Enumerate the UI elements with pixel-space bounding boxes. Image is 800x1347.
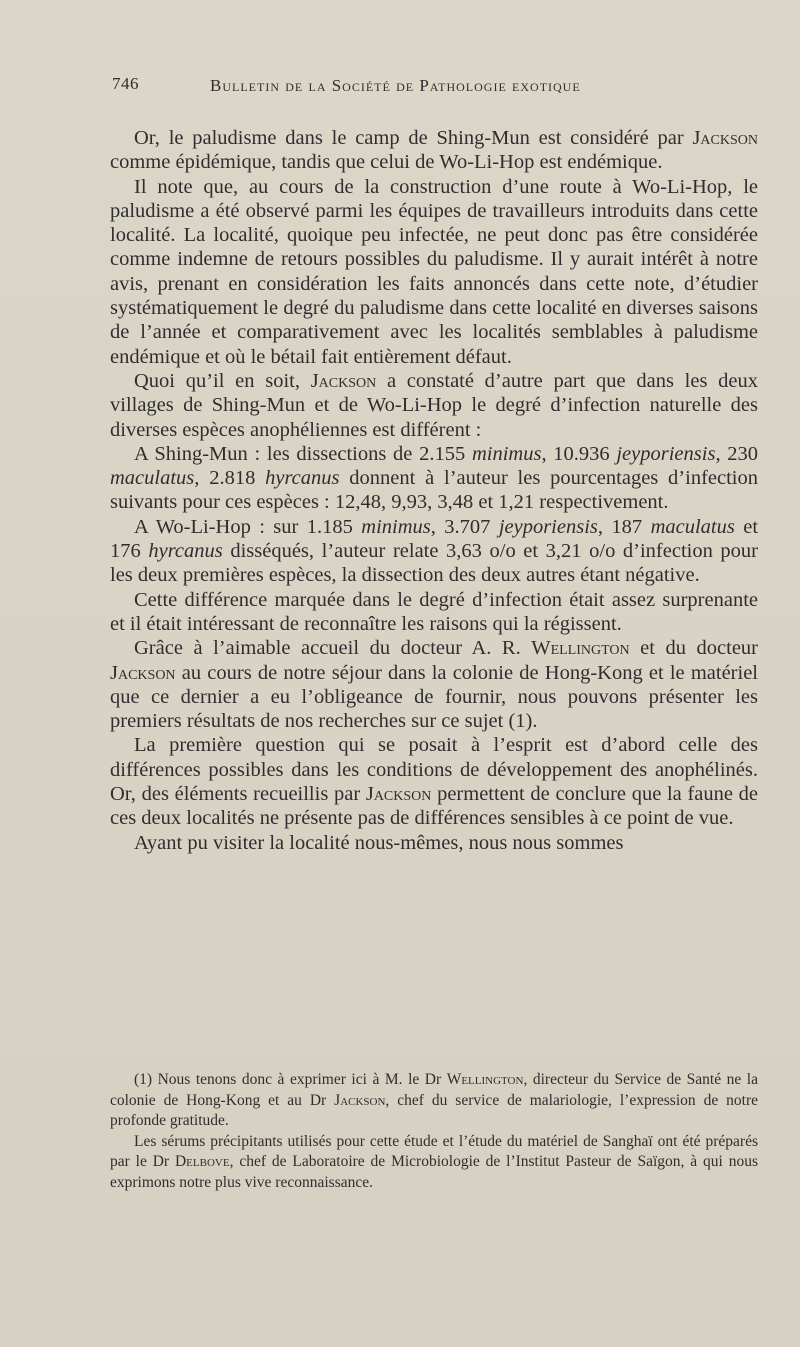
paragraph: La première question qui se posait à l’esprit est d’abord celle des différences possibles dans les conditions de développement des anophélinés. Or, des éléments recueillis par Jackson permettent de conclure que la faune de ces deux localités ne présente pas de différences sensibles à ce point de vue. [110, 734, 758, 830]
species-name: maculatus [110, 467, 195, 490]
species-name: minimus [361, 515, 431, 538]
species-name: hyrcanus [265, 467, 340, 490]
paragraph: Cette différence marquée dans le degré d’infection était assez surprenante et il était intéressant de reconnaître les raisons qui la régissent. [110, 588, 758, 635]
author-name: Jackson [365, 783, 432, 806]
author-name: Delbove [174, 1153, 230, 1171]
author-name: Wellington [446, 1071, 524, 1088]
author-name: Jackson [334, 1091, 386, 1109]
author-name: Wellington [531, 637, 630, 660]
body-text [110, 126, 758, 855]
author-name: Jackson [310, 369, 377, 392]
footnote: Les sérums précipitants utilisés pour cette étude et l’étude du matériel de Sanghaï ont été préparés par le Dr Delbove, chef de Laboratoire de Microbiologie de l’Institut Pasteur de Saïgon, à qui nous exprimons notre plus vive reconnaissance. [110, 1132, 758, 1191]
footnotes [110, 1070, 758, 1194]
footnote: (1) Nous tenons donc à exprimer ici à M. le Dr Wellington, directeur du Service de Santé ne la colonie de Hong-Kong et au Dr Jackson, chef du service de malariologie, l’expression de notre profonde gratitude. [110, 1071, 758, 1130]
author-name: Jackson [110, 661, 176, 684]
paragraph: Ayant pu visiter la localité nous-mêmes, nous nous sommes [134, 831, 624, 854]
paragraph: Il note que, au cours de la construction d’une route à Wo-Li-Hop, le paludisme a été observé parmi les équipes de travailleurs introduits dans cette localité. La localité, quoique peu infectée, ne peut donc pas être considérée comme indemne de retours possibles du paludisme. Il y aurait intérêt à notre avis, prenant en considération les faits annoncés dans cette note, d’étudier systématiquement le degré du paludisme dans cette localité en diverses saisons de l’année et comparativement avec les localités semblables à paludisme endémique et où le bétail fait entièrement défaut. [110, 175, 758, 368]
paragraph: A Wo-Li-Hop : sur 1.185 minimus, 3.707 jeyporiensis, 187 maculatus et 176 hyrcanus disséqués, l’auteur relate 3,63 o/o et 3,21 o/o d’infection pour les deux premières espèces, la dissection des deux autres étant négative. [110, 515, 759, 587]
species-name: hyrcanus [148, 540, 223, 563]
species-name: minimus [471, 442, 542, 465]
paragraph: A Shing-Mun : les dissections de 2.155 minimus, 10.936 jeyporiensis, 230 maculatus, 2.818 hyrcanus donnent à l’auteur les pourcentages d’infection suivants pour ces espèces : 12,48, 9,93, 3,48 et 1,21 respectivement. [110, 442, 759, 514]
paragraph: Quoi qu’il en soit, Jackson a constaté d’autre part que dans les deux villages de Shing-Mun et de Wo-Li-Hop le degré d’infection naturelle des diverses espèces anophéliennes est différent : [110, 369, 758, 441]
running-title: Bulletin de la Société de Pathologie exotique [210, 76, 581, 95]
species-name: jeyporiensis [498, 515, 598, 538]
author-name: Jackson [692, 127, 758, 149]
paragraph: Or, le paludisme dans le camp de Shing-Mun est considéré par Jackson comme épidémique, tandis que celui de Wo-Li-Hop est endémique. [110, 127, 758, 174]
species-name: maculatus [650, 515, 735, 538]
paragraph: Grâce à l’aimable accueil du docteur A. R. Wellington et du docteur Jackson au cours de notre séjour dans la colonie de Hong-Kong et le matériel que ce dernier a eu l’obligeance de fournir, nous pouvons présenter les premiers résultats de nos recherches sur ce sujet (1). [110, 637, 758, 733]
page-number: 746 [112, 74, 139, 93]
species-name: jeyporiensis [616, 442, 716, 465]
